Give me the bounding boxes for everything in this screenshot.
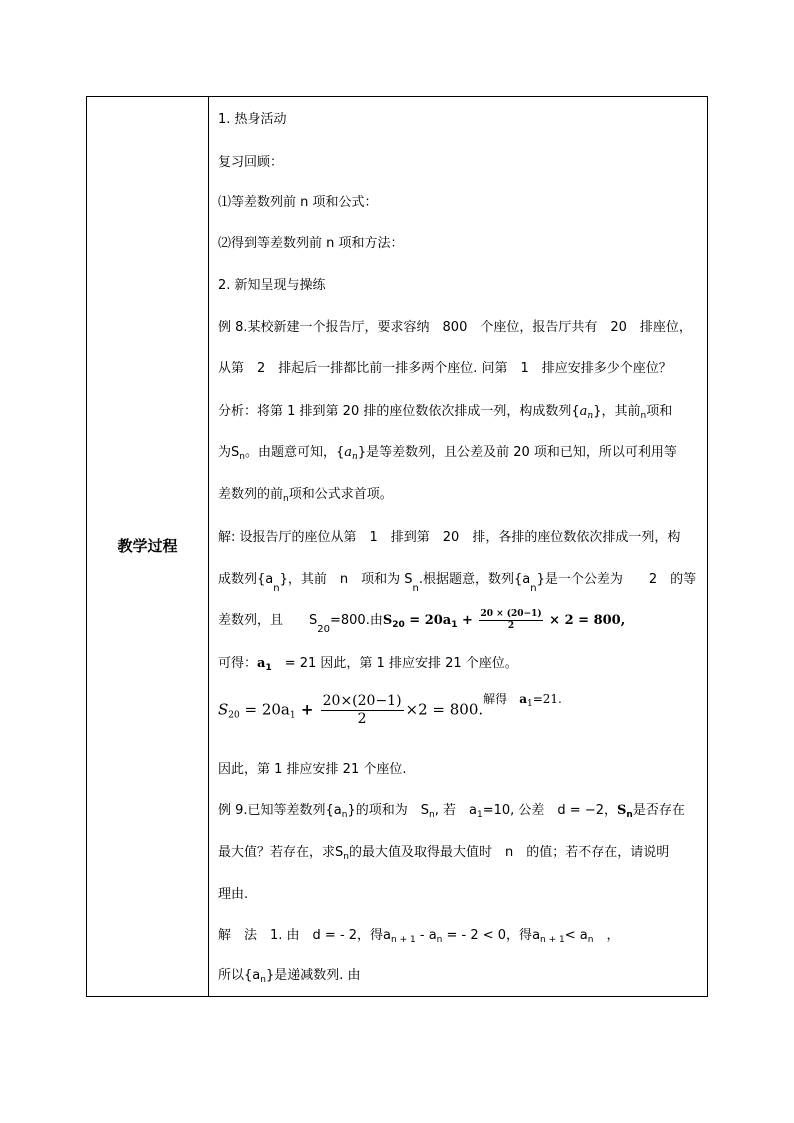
question-2: ⑵得到等差数列前 n 项和方法： (218, 236, 404, 251)
analysis-line1: 分析：将第 1 排到第 20 排的座位数依次排成一列，构成数列$\{a_n\}$，其前$_n$项和 (218, 404, 673, 421)
fraction-large: $\frac{20\times(20-1)}{2}$ (322, 693, 402, 727)
fraction: $\frac{20 \times (20-1)}{2}$ (480, 609, 542, 631)
new-knowledge-heading: 2. 新知呈现与操练 (218, 278, 326, 293)
example9-line1: 例 9.已知等差数列$\{a_n\}$的项和为 $S_n$, 若 $a_1=10$, 公差 d = −2，$S_n$是否存在 (218, 803, 685, 820)
analysis-line2: 为$S_n$。由题意可知，$\{a_n\}$是等差数列，且公差及前 20 项和已知，所以可利用等 (218, 445, 677, 462)
example8-line1: 例 8.某校新建一个报告厅，要求容纳 800 个座位，报告厅共有 20 排座位， (218, 320, 692, 335)
example9-line4: 解 法 1. 由 d = - 2，得$a_{n + 1} - a_n$ = - 2 < 0，得$a_{n + 1}< a_n$ ， (218, 928, 620, 945)
warmup-heading: 1. 热身活动 (218, 112, 287, 127)
solution-line2: 成数列$\{a_n\}$，其前 n 项和为 $S_n$.根据题意，数列$\{a_n\}$是一个公差为 2 的等 (218, 572, 697, 594)
formula-line: $S_{20} = 20a_1$ + $\frac{20\times(20-1)}{2}$ ×2 = 800.$^{解得}$ $^{a1=21.}$ (218, 691, 562, 727)
example9-line2: 最大值？若存在，求$S_n$的最大值及取得最大值时 n 的值；若不存在，请说明 (218, 845, 670, 862)
question-1: ⑴等差数列前 n 项和公式： (218, 195, 378, 210)
example9-line5: 所以$\{a_n\}$是递减数列. 由 (218, 968, 361, 985)
solution-line3: 差数列，且 $S_{20}=800$.由$S_{20} = 20a_1$ + $\frac{20 \times (20-1)}{2}$ × 2 = 800, (218, 609, 626, 635)
lesson-table (86, 96, 708, 997)
obtain-line: 可得：$a_1$ = 21 因此，第 1 排应安排 21 个座位。 (218, 656, 518, 673)
example9-line3: 理由. (218, 887, 249, 902)
row-label: 教学过程 (117, 537, 178, 555)
conclusion-line: 因此，第 1 排应安排 21 个座位. (218, 762, 407, 777)
analysis-line3: 差数列的前$_n$项和公式求首项。 (218, 487, 393, 504)
example8-line2: 从第 2 排起后一排都比前一排多两个座位. 问第 1 排应安排多少个座位？ (218, 361, 672, 376)
review-label: 复习回顾： (218, 155, 284, 170)
solution-line1: 解: 设报告厅的座位从第 1 排到第 20 排，各排的座位数依次排成一列，构 (218, 530, 681, 545)
column-divider (208, 97, 209, 996)
